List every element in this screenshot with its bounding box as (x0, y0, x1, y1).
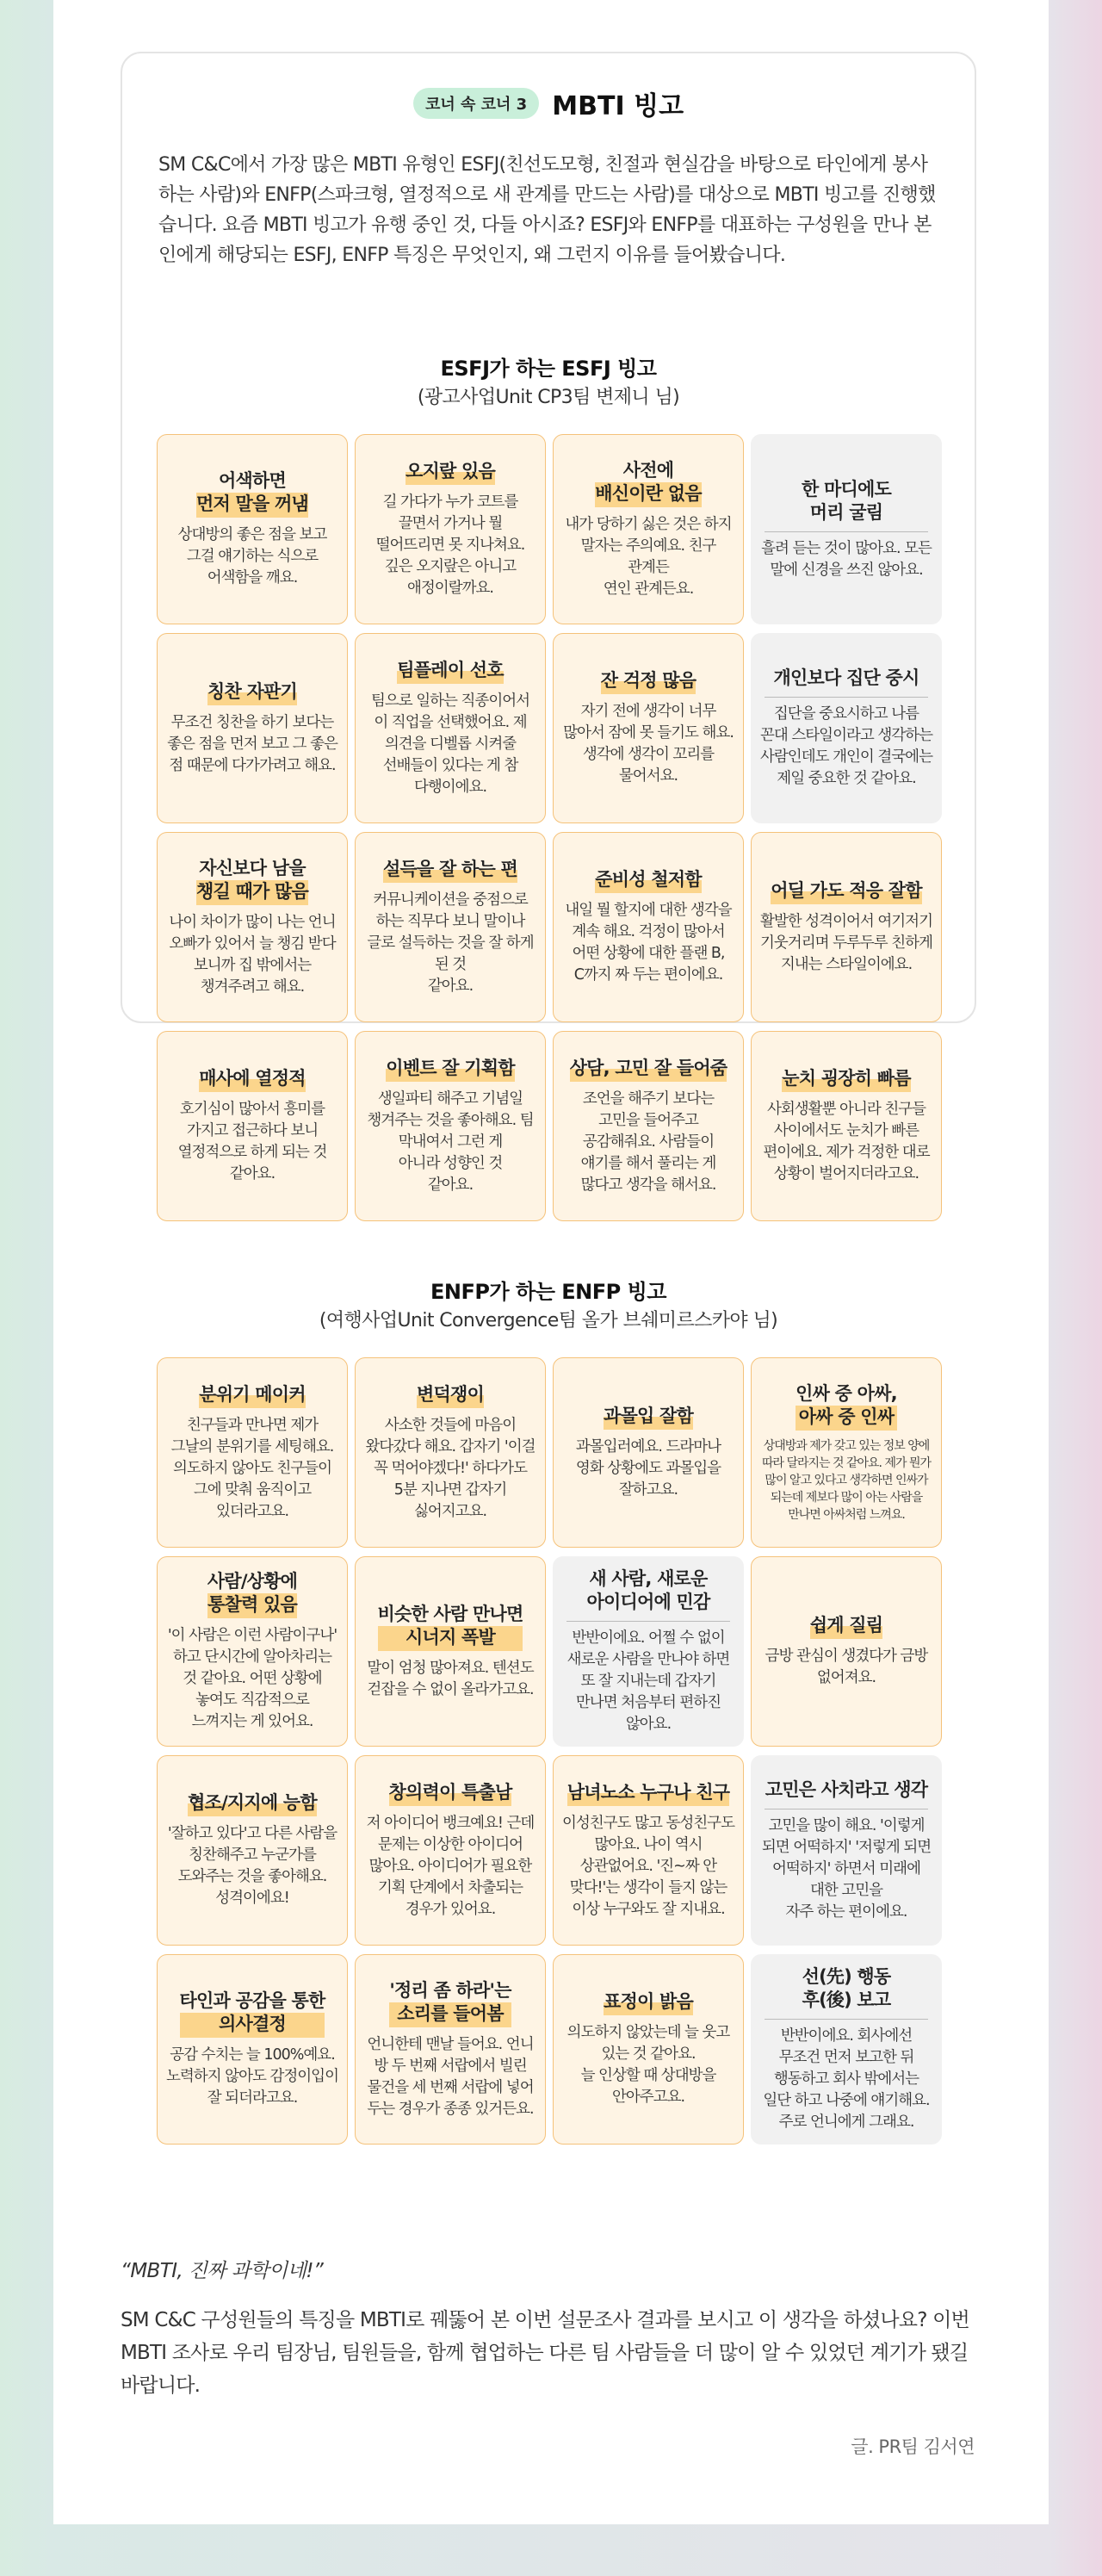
bingo-cell-title: 변덕쟁이 (417, 1383, 484, 1408)
bingo-cell-divider (566, 1621, 730, 1622)
bingo-cell-description: 자기 전에 생각이 너무 많아서 잠에 못 들기도 해요. 생각에 생각이 꼬리를 물어서요. (563, 703, 734, 785)
esfj-bingo-cell (751, 832, 942, 1022)
bingo-cell-title: 사전에 배신이란 없음 (595, 459, 701, 507)
enfp-section-title: ENFP가 하는 ENFP 빙고 (430, 1280, 666, 1304)
enfp-bingo-cell (553, 1755, 744, 1946)
bingo-cell-title: 남녀노소 누구나 친구 (567, 1781, 729, 1806)
bingo-cell-description: 호기심이 많아서 흥미를 가지고 접근하다 보니 열정적으로 하게 되는 것 같아요. (177, 1101, 327, 1182)
bingo-cell-description: 길 가다가 누가 코트를 끌면서 가거나 뭘 떨어뜨리면 못 지나쳐요. 깊은 오지랖은 아니고 애정이랄까요. (375, 493, 525, 597)
bingo-card (121, 52, 976, 2131)
bingo-cell-title: 타인과 공감을 통한 의사결정 (180, 1989, 325, 2038)
bingo-cell-title: 눈치 굉장히 빠름 (782, 1067, 910, 1092)
esfj-bingo-cell (157, 1031, 348, 1221)
bingo-cell-title: 고민은 사치라고 생각 (765, 1778, 928, 1800)
enfp-bingo-cell (355, 1954, 546, 2145)
enfp-bingo-cell (157, 1755, 348, 1946)
bingo-cell-title: 준비성 철저함 (595, 868, 701, 893)
bingo-cell-description: 조언을 해주기 보다는 고민을 들어주고 공감해줘요. 사람들이 얘기를 해서 풀리는 게 많다고 생각을 해서요. (580, 1089, 716, 1194)
enfp-bingo-cell (751, 1357, 942, 1548)
enfp-bingo-cell (553, 1556, 744, 1747)
enfp-bingo-grid (157, 1357, 942, 2145)
esfj-bingo-cell (157, 434, 348, 624)
bingo-cell-description: 집단을 중요시하고 나름 꼰대 스타일이라고 생각하는 사람인데도 개인이 결국에는 제일 중요한 것 같아요. (760, 705, 932, 787)
bingo-cell-description: 금방 관심이 생겼다가 금방 없어져요. (765, 1648, 928, 1686)
enfp-bingo-cell (355, 1556, 546, 1747)
bingo-cell-title: 오지랖 있음 (406, 460, 495, 485)
bingo-cell-title: 분위기 메이커 (199, 1383, 305, 1408)
bingo-cell-title: 상담, 고민 잘 들어줌 (570, 1057, 727, 1082)
bingo-cell-description: 과몰입러예요. 드라마나 영화 상황에도 과몰입을 잘하고요. (575, 1437, 721, 1499)
bingo-cell-description: 무조건 칭찬을 하기 보다는 좋은 점을 먼저 보고 그 좋은 점 때문에 다가가려고 해요. (167, 713, 337, 774)
bingo-cell-description: '이 사람은 이런 사람이구나' 하고 단시간에 알아차리는 것 같아요. 어떤 상황에 놓여도 직감적으로 느껴지는 게 있어요. (167, 1627, 337, 1730)
bingo-cell-description: 내일 뭘 할지에 대한 생각을 계속 해요. 걱정이 많아서 어떤 상황에 대한 플랜 B, C까지 짜 두는 편이에요. (565, 902, 732, 984)
bingo-cell-description: 저 아이디어 뱅크예요! 근데 문제는 이상한 아이디어 많아요. 아이디어가 필요한 기획 단계에서 차출되는 경우가 있어요. (366, 1814, 535, 1918)
bingo-cell-title: 어딜 가도 적응 잘함 (771, 879, 921, 904)
esfj-bingo-cell (553, 832, 744, 1022)
bingo-cell-description: 팀으로 일하는 직종이어서 이 직업을 선택했어요. 제 의견을 디벨롭 시켜줄 선배들이 있다는 게 참 다행이에요. (370, 692, 530, 796)
esfj-bingo-grid (157, 434, 942, 1221)
esfj-bingo-cell (751, 1031, 942, 1221)
bingo-cell-description: '잘하고 있다'고 다른 사람을 칭찬해주고 누군가를 도와주는 것을 좋아해요. 성격이에요! (167, 1825, 337, 1907)
bingo-cell-title: 어색하면 먼저 말을 꺼냄 (196, 469, 308, 518)
bingo-cell-title: 비슷한 사람 만나면 시너지 폭발 (378, 1603, 523, 1651)
bingo-cell-title: 한 마디에도 머리 굴림 (802, 478, 891, 523)
esfj-bingo-cell (355, 832, 546, 1022)
bingo-cell-description: 고민을 많이 해요. '이렇게 되면 어떡하지' '저렇게 되면 어떡하지' 하면서 미래에 대한 고민을 자주 하는 편이에요. (761, 1816, 932, 1921)
corner-badge: 코너 속 코너 3 (413, 88, 539, 119)
bingo-cell-description: 말이 엄청 많아져요. 텐션도 걷잡을 수 없이 올라가고요. (367, 1659, 534, 1698)
enfp-bingo-cell (355, 1755, 546, 1946)
bingo-cell-description: 친구들과 만나면 제가 그날의 분위기를 세팅해요. 의도하지 않아도 친구들이 그에 맞춰 움직이고 있더라고요. (170, 1416, 334, 1520)
closing-quote: “MBTI, 진짜 과학이네!” (121, 2260, 324, 2282)
enfp-section-subtitle: (여행사업Unit Convergence팀 올가 브쉐미르스카야 님) (319, 1310, 778, 1331)
author-credit: 글. PR팀 김서연 (851, 2436, 975, 2457)
bingo-cell-title: 매사에 열정적 (199, 1067, 305, 1092)
bingo-cell-description: 흘려 듣는 것이 많아요. 모든 말에 신경을 쓰진 않아요. (761, 539, 932, 579)
bingo-cell-title: 칭찬 자판기 (207, 680, 297, 705)
enfp-bingo-cell (751, 1755, 942, 1946)
bingo-cell-description: 공감 수치는 늘 100%예요. 노력하지 않아도 감정이입이 잘 되더라고요. (166, 2046, 338, 2107)
bingo-cell-title: 이벤트 잘 기획함 (386, 1057, 514, 1082)
bingo-cell-title: 자신보다 남을 챙길 때가 많음 (196, 857, 308, 905)
enfp-bingo-cell (751, 1556, 942, 1747)
bingo-cell-title: 창의력이 특출남 (389, 1781, 512, 1806)
bingo-cell-title: 인싸 중 아싸, 아싸 중 인싸 (796, 1382, 897, 1431)
page-sheet (53, 0, 1049, 2524)
bingo-cell-title: 표정이 밝음 (604, 1990, 693, 2015)
bingo-cell-title: 쉽게 질림 (810, 1614, 882, 1639)
esfj-bingo-cell (355, 1031, 546, 1221)
bingo-cell-description: 상대방과 제가 갖고 있는 정보 양에 따라 달라지는 것 같아요. 제가 뭔가 많이 알고 있다고 생각하면 인싸가 되는데 제보다 많이 아는 사람을 만나면 아싸처럼 느껴요. (761, 1438, 932, 1522)
bingo-cell-description: 내가 당하기 싫은 것은 하지 말자는 주의예요. 친구 관계든 연인 관계든요. (565, 515, 732, 598)
intro-paragraph: SM C&C에서 가장 많은 MBTI 유형인 ESFJ(친선도모형, 친절과 현실감을 바탕으로 타인에게 봉사하는 사람)와 ENFP(스파크형, 열정적으로 새 관계를 만드는 사람)를 대상으로 MBTI 빙고를 진행했습니다. 요즘 MBTI 빙고가 유행 중인 것, 다들 아시죠? ESFJ와 ENFP를 대표하는 구성원을 만나 본인에게 해당되는 ESFJ, ENFP 특징은 무엇인지, 왜 그런지 이유를 들어봤습니다. (158, 154, 936, 266)
bingo-cell-description: 반반이에요. 회사에선 무조건 먼저 보고한 뒤 행동하고 회사 밖에서는 일단 하고 나중에 얘기해요. 주로 언니에게 그래요. (763, 2027, 930, 2131)
enfp-bingo-cell (157, 1556, 348, 1747)
bingo-cell-divider (765, 531, 928, 532)
bingo-cell-description: 커뮤니케이션을 중점으로 하는 직무다 보니 말이나 글로 설득하는 것을 잘 하게 된 것 같아요. (367, 891, 534, 995)
esfj-bingo-cell (553, 434, 744, 624)
bingo-cell-description: 반반이에요. 어쩔 수 없이 새로운 사람을 만나야 하면 또 잘 지내는데 갑자기 만나면 처음부터 편하진 않아요. (566, 1629, 730, 1733)
bingo-cell-description: 사소한 것들에 마음이 왔다갔다 해요. 갑자기 '이걸 꼭 먹어야겠다!' 하다가도 5분 지나면 갑자기 싫어지고요. (365, 1416, 536, 1520)
enfp-bingo-cell (751, 1954, 942, 2145)
esfj-bingo-cell (157, 832, 348, 1022)
bingo-cell-description: 사회생활뿐 아니라 친구들 사이에서도 눈치가 빠른 편이에요. 제가 걱정한 대로 상황이 벌어지더라고요. (763, 1101, 930, 1182)
bingo-cell-description: 생일파티 해주고 기념일 챙겨주는 것을 좋아해요. 팀 막내여서 그런 게 아니라 성향인 것 같아요. (367, 1089, 534, 1194)
bingo-cell-description: 나이 차이가 많이 나는 언니 오빠가 있어서 늘 챙김 받다 보니까 집 밖에서는 챙겨주려고 해요. (169, 913, 336, 996)
enfp-bingo-cell (157, 1357, 348, 1548)
esfj-section-subtitle: (광고사업Unit CP3팀 변제니 님) (417, 387, 680, 408)
bingo-cell-title: 사람/상황에 통찰력 있음 (207, 1570, 297, 1618)
bingo-cell-title: 잔 걱정 많음 (601, 669, 696, 694)
esfj-bingo-cell (355, 633, 546, 823)
bingo-cell-description: 의도하지 않았는데 늘 웃고 있는 것 같아요. 늘 인상할 때 상대방을 안아주고요. (566, 2024, 730, 2106)
esfj-bingo-cell (157, 633, 348, 823)
bingo-cell-description: 이성친구도 많고 동성친구도 많아요. 나이 역시 상관없어요. '진~짜 안 맞다!'는 생각이 들지 않는 이상 누구와도 잘 지내요. (562, 1814, 734, 1918)
enfp-bingo-cell (553, 1954, 744, 2145)
esfj-bingo-cell (553, 1031, 744, 1221)
esfj-bingo-cell (751, 633, 942, 823)
card-header (122, 84, 975, 122)
bingo-cell-title: 팀플레이 선호 (397, 659, 503, 684)
enfp-bingo-cell (157, 1954, 348, 2145)
bingo-cell-title: 새 사람, 새로운 아이디어에 민감 (586, 1568, 710, 1612)
esfj-bingo-cell (751, 434, 942, 624)
bingo-cell-title: 설득을 잘 하는 편 (383, 858, 517, 883)
bingo-cell-description: 활발한 성격이어서 여기저기 기웃거리며 두루두루 친하게 지내는 스타일이에요. (760, 912, 932, 973)
bingo-cell-divider (765, 697, 928, 698)
bingo-cell-divider (765, 2019, 928, 2020)
bingo-cell-title: 개인보다 집단 중시 (773, 667, 919, 688)
closing-paragraph: SM C&C 구성원들의 특징을 MBTI로 꿰뚫어 본 이번 설문조사 결과를 보시고 이 생각을 하셨나요? 이번 MBTI 조사로 우리 팀장님, 팀원들을, 함께 협업하는 다른 팀 사람들을 더 많이 알 수 있었던 계기가 됐길 바랍니다. (121, 2309, 969, 2397)
bingo-cell-description: 언니한테 맨날 들어요. 언니 방 두 번째 서랍에서 빌린 물건을 세 번째 서랍에 넣어 두는 경우가 종종 있거든요. (367, 2035, 534, 2118)
esfj-bingo-cell (553, 633, 744, 823)
esfj-bingo-cell (355, 434, 546, 624)
bingo-cell-title: 선(先) 행동 후(後) 보고 (802, 1966, 891, 2010)
card-title: MBTI 빙고 (552, 91, 684, 121)
enfp-bingo-cell (553, 1357, 744, 1548)
bingo-cell-description: 상대방의 좋은 점을 보고 그걸 얘기하는 식으로 어색함을 깨요. (177, 526, 327, 587)
esfj-section-title: ESFJ가 하는 ESFJ 빙고 (440, 357, 657, 381)
enfp-bingo-cell (355, 1357, 546, 1548)
bingo-cell-title: '정리 좀 하라'는 소리를 들어봄 (389, 1979, 511, 2027)
bingo-cell-title: 협조/지지에 능함 (188, 1791, 317, 1816)
bingo-cell-title: 과몰입 잘함 (604, 1405, 693, 1430)
